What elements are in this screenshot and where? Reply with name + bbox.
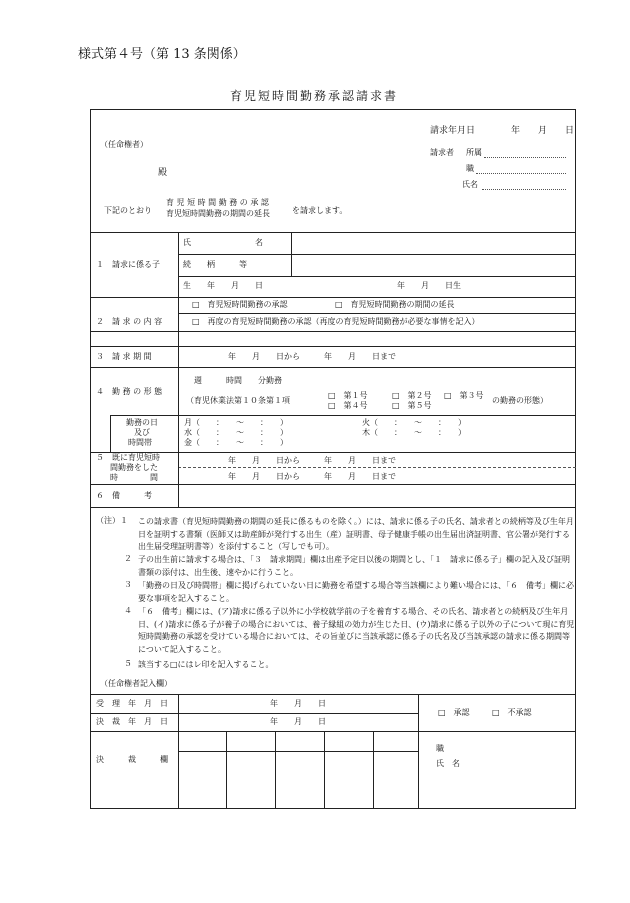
approver-name[interactable]: 氏 名 [436, 759, 460, 768]
child-birth-value[interactable]: 年 月 日生 [397, 281, 461, 290]
name-label: 氏名 [462, 180, 478, 189]
note-1: この請求書（育児短時間勤務の期間の延長に係るものを除く。）には、請求に係る子の氏名、請求者との続柄等及び生年月日を証明する書類（医師又は助産師が発行する出生（産）証明書、母子健康手帳の出生届出済証明書、官公署が発行する出生届受理証明書等）を添付すること（写しでも可）。 [138, 517, 574, 552]
previous-period-1[interactable]: 年 月 日から 年 月 日まで [228, 456, 396, 465]
note-2-head: ２ [124, 554, 132, 563]
days-label-1: 勤務の日 [126, 418, 158, 427]
position-label: 職 [466, 164, 474, 173]
form-suffix: の勤務の形態） [492, 396, 548, 405]
form-option-3[interactable]: □ 第３号 [444, 391, 484, 400]
form-option-2[interactable]: □ 第２号 [392, 391, 432, 400]
previous-period-2[interactable]: 年 月 日から 年 月 日まで [228, 472, 396, 481]
monday-hours[interactable]: 月（ ： 〜 ： ） [184, 418, 288, 427]
note-2: 子の出生前に請求する場合は、「３ 請求期間」欄は出産予定日以後の期間とし、「１ 請求に係る子」欄の記入及び証明書類の添付は、出生後、速やかに行うこと。 [138, 555, 570, 577]
days-label-2: 及び [134, 428, 150, 437]
option-extension: 育児短時間勤務の期間の延長 [166, 209, 270, 218]
intro-right: を請求します。 [292, 206, 348, 215]
wednesday-hours[interactable]: 水（ ： 〜 ： ） [184, 428, 288, 437]
note-4: 「６ 備考」欄には、(ア)請求に係る子以外に小学校就学前の子を養育する場合、その氏名、請求者との続柄及び生年月日、(イ)請求に係る子が養子の場合においては、養子縁組の効力が生じた日、(ウ)請求に係る子以外の子について現に育児短時間勤務の承認を受けている場合においては、その旨並びに当該承認に係る子の氏名及び当該承認の請求に係る期間等について記入すること。 [138, 607, 575, 654]
position-field[interactable] [476, 173, 566, 174]
section3-label: ３ 請 求 期 間 [96, 352, 152, 361]
weekly-hours[interactable]: 週 時間 分勤務 [194, 376, 282, 385]
form-option-5[interactable]: □ 第５号 [392, 401, 432, 410]
note-1-head: （注）１ [96, 516, 128, 525]
content-option-approval[interactable]: □ 育児短時間勤務の承認 [192, 300, 288, 309]
note-4-head: ４ [124, 606, 132, 615]
child-name-label: 氏 名 [183, 238, 263, 247]
note-5-head: ５ [124, 659, 132, 668]
decided-date-label: 決 裁 年 月 日 [96, 717, 168, 726]
days-label-3: 時間帯 [128, 438, 152, 447]
form-option-4[interactable]: □ 第４号 [328, 401, 368, 410]
friday-hours[interactable]: 金（ ： 〜 ： ） [184, 438, 288, 447]
approver-position[interactable]: 職 [436, 744, 444, 753]
note-5: 該当する□にはレ印を記入すること。 [138, 660, 274, 669]
child-birth-label: 生 年 月 日 [183, 281, 263, 290]
section5-label-3: 時 間 [110, 473, 158, 482]
request-date[interactable]: 請求年月日 年 月 日 [430, 126, 575, 136]
form-number: 様式第４号（第 13 条関係） [78, 47, 246, 62]
section6-label: ６ 備 考 [96, 491, 152, 500]
note-3: 「勤務の日及び時間帯」欄に掲げられていない日に勤務を希望する場合等当該欄により難い場合には、「６ 備考」欄に必要な事項を記入すること。 [138, 581, 574, 603]
disapprove-checkbox[interactable]: □ 不承認 [492, 708, 532, 717]
section4-label: ４ 勤 務 の 形 態 [96, 387, 163, 396]
appointer-label: （任命権者） [100, 140, 148, 149]
requester-label: 請求者 [430, 148, 454, 157]
intro-left: 下記のとおり [104, 206, 152, 215]
received-date-label: 受 理 年 月 日 [96, 699, 168, 708]
thursday-hours[interactable]: 木（ ： 〜 ： ） [362, 428, 466, 437]
appointer-section-title: （任命権者記入欄） [100, 679, 172, 688]
note-3-head: ３ [124, 580, 132, 589]
affiliation-label: 所属 [466, 148, 482, 157]
section1-label: １ 請求に係る子 [96, 260, 160, 269]
section5-label-2: 間勤務をした [110, 463, 158, 472]
form-option-1[interactable]: □ 第１号 [328, 391, 368, 400]
received-date-value[interactable]: 年 月 日 [270, 699, 326, 708]
content-option-extension[interactable]: □ 育児短時間勤務の期間の延長 [335, 300, 455, 309]
request-period[interactable]: 年 月 日から 年 月 日まで [228, 352, 396, 361]
law-reference: （育児休業法第１０条第１項 [186, 396, 290, 405]
section2-label: ２ 請 求 の 内 容 [96, 317, 163, 326]
dono: 殿 [158, 168, 168, 178]
child-relation-label: 続 柄 等 [183, 260, 247, 269]
name-field[interactable] [482, 189, 566, 190]
page-title: 育児短時間勤務承認請求書 [230, 89, 399, 103]
affiliation-field[interactable] [484, 157, 566, 158]
decided-date-value[interactable]: 年 月 日 [270, 717, 326, 726]
approve-checkbox[interactable]: □ 承認 [438, 708, 470, 717]
decision-label: 決 裁 欄 [96, 755, 168, 764]
section5-label-1: ５ 既に育児短時 [96, 453, 160, 462]
content-option-reapproval[interactable]: □ 再度の育児短時間勤務の承認（再度の育児短時間勤務が必要な事情を記入） [192, 317, 480, 326]
option-approval: 育 児 短 時 間 勤 務 の 承 認 [166, 198, 269, 207]
tuesday-hours[interactable]: 火（ ： 〜 ： ） [362, 418, 466, 427]
